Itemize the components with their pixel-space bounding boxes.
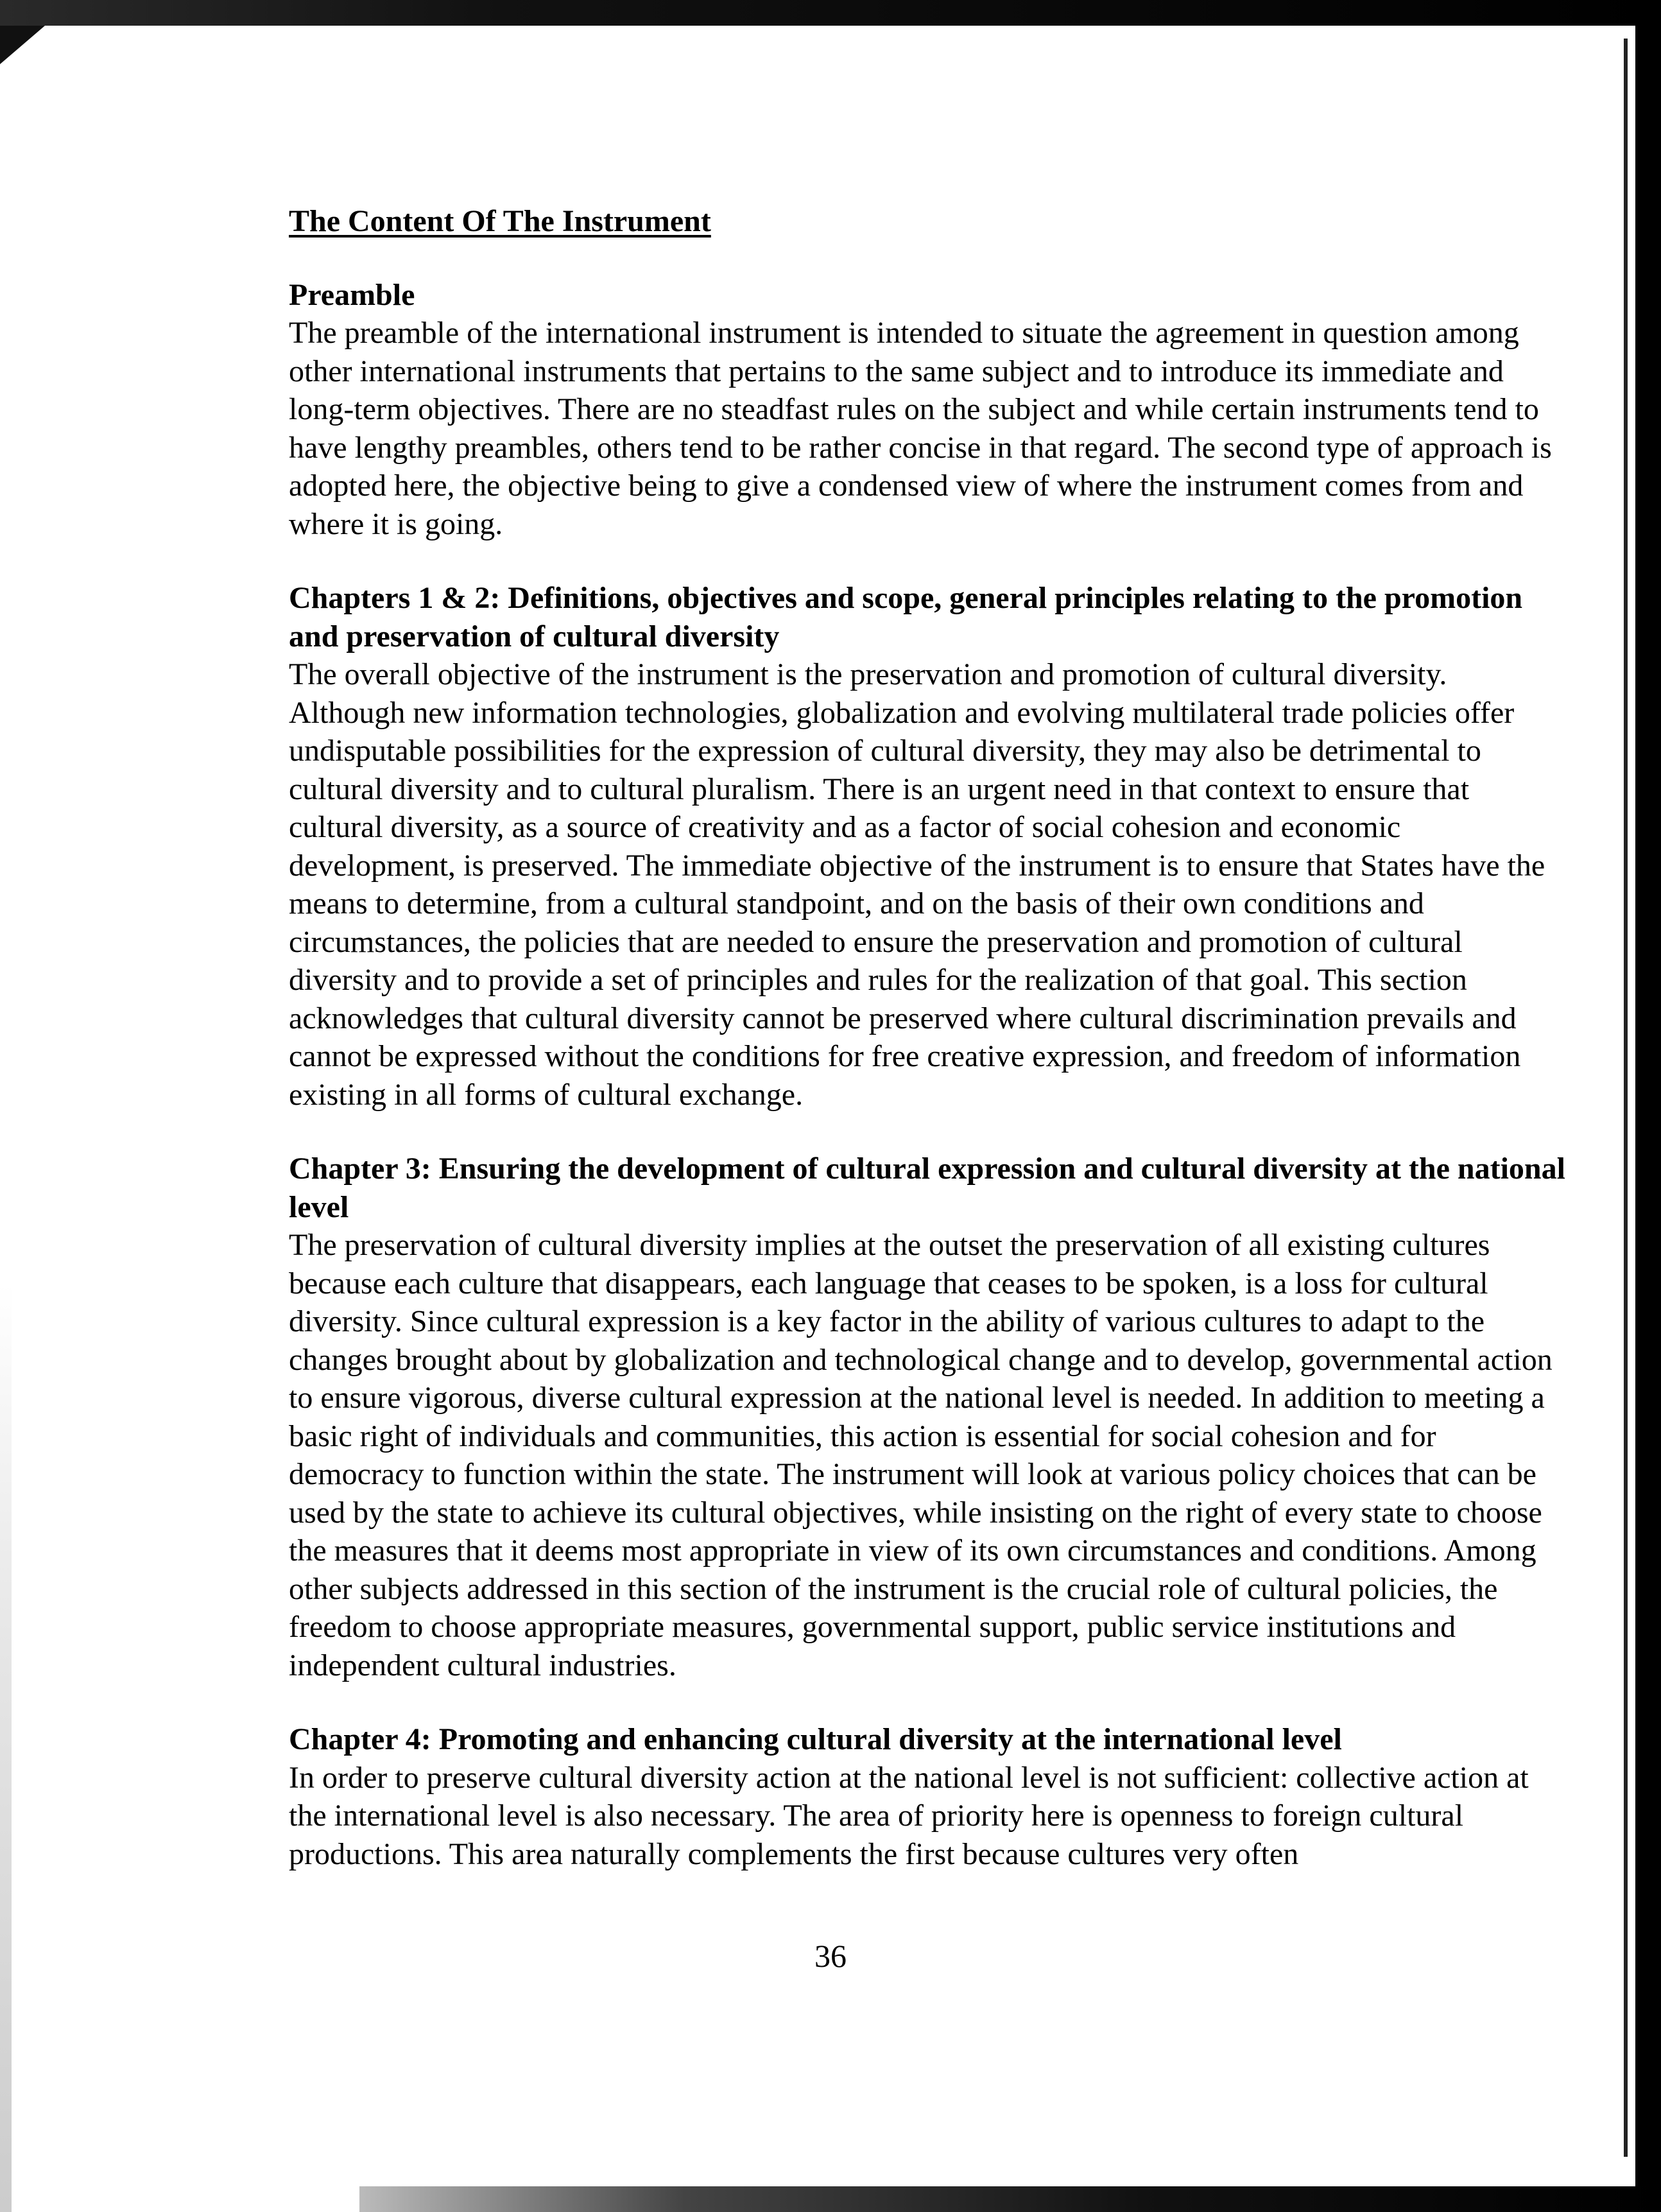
section-heading: Chapter 3: Ensuring the development of cultural expression and cultural diversity at the national level (289, 1152, 1565, 1224)
section-heading: Chapter 4: Promoting and enhancing cultural diversity at the international level (289, 1722, 1342, 1756)
section-chapter-3 (289, 1150, 1566, 1684)
section-body: In order to preserve cultural diversity action at the national level is not sufficient: collective action at the international level is also necessary. The area of priority here is openness to foreign cultural productions. This area naturally complements the first because cultures very often (289, 1760, 1529, 1871)
document-title: The Content Of The Instrument (289, 204, 711, 238)
section-heading: Preamble (289, 277, 415, 312)
page-number: 36 (814, 1938, 847, 1974)
scan-border-bottom (359, 2186, 1661, 2212)
scan-corner-top-left (0, 26, 45, 64)
document-page (289, 202, 1566, 1909)
section-body: The preservation of cultural diversity implies at the outset the preservation of all existing cultures because each culture that disappears, each language that ceases to be spoken, is a loss for cultural diversity. Since cultural expression is a key factor in the ability of various cultures to adapt to the changes brought about by globalization and technological change and to develop, governmental action to ensure vigorous, diverse cultural expression at the national level is needed. In addition to meeting a basic right of individuals and communities, this action is essential for social cohesion and for democracy to function within the state. The instrument will look at various policy choices that can be used by the state to achieve its cultural objectives, while insisting on the right of every state to choose the measures that it deems most appropriate in view of its own circumstances and conditions. Among other subjects addressed in this section of the instrument is the crucial role of cultural policies, the freedom to choose appropriate measures, governmental support, public service institutions and independent cultural industries. (289, 1228, 1553, 1682)
section-chapter-4 (289, 1720, 1566, 1873)
scan-border-right-inner (1624, 39, 1628, 2157)
section-body: The preamble of the international instrument is intended to situate the agreement in question among other international instruments that pertains to the same subject and to introduce its immediate and long-term objectives. There are no steadfast rules on the subject and while certain instruments tend to have lengthy preambles, others tend to be rather concise in that regard. The second type of approach is adopted here, the objective being to give a condensed view of where the instrument comes from and where it is going. (289, 316, 1552, 541)
scan-border-left (0, 1284, 12, 2212)
section-preamble (289, 276, 1566, 544)
section-body: The overall objective of the instrument is the preservation and promotion of cultural diversity. Although new information technologies, globalization and evolving multilateral trade policies offer undisputable possibilities for the expression of cultural diversity, they may also be detrimental to cultural diversity and to cultural pluralism. There is an urgent need in that context to ensure that cultural diversity, as a source of creativity and as a factor of social cohesion and economic development, is preserved. The immediate objective of the instrument is to ensure that States have the means to determine, from a cultural standpoint, and on the basis of their own conditions and circumstances, the policies that are needed to ensure the preservation and promotion of cultural diversity and to provide a set of principles and rules for the realization of that goal. This section acknowledges that cultural diversity cannot be preserved where cultural discrimination prevails and cannot be expressed without the conditions for free creative expression, and freedom of information existing in all forms of cultural exchange. (289, 657, 1545, 1112)
section-heading: Chapters 1 & 2: Definitions, objectives and scope, general principles relating to the promotion and preservation of cultural diversity (289, 581, 1523, 653)
scan-border-top (0, 0, 1661, 26)
section-chapters-1-2 (289, 579, 1566, 1114)
scan-border-right (1635, 0, 1661, 2212)
